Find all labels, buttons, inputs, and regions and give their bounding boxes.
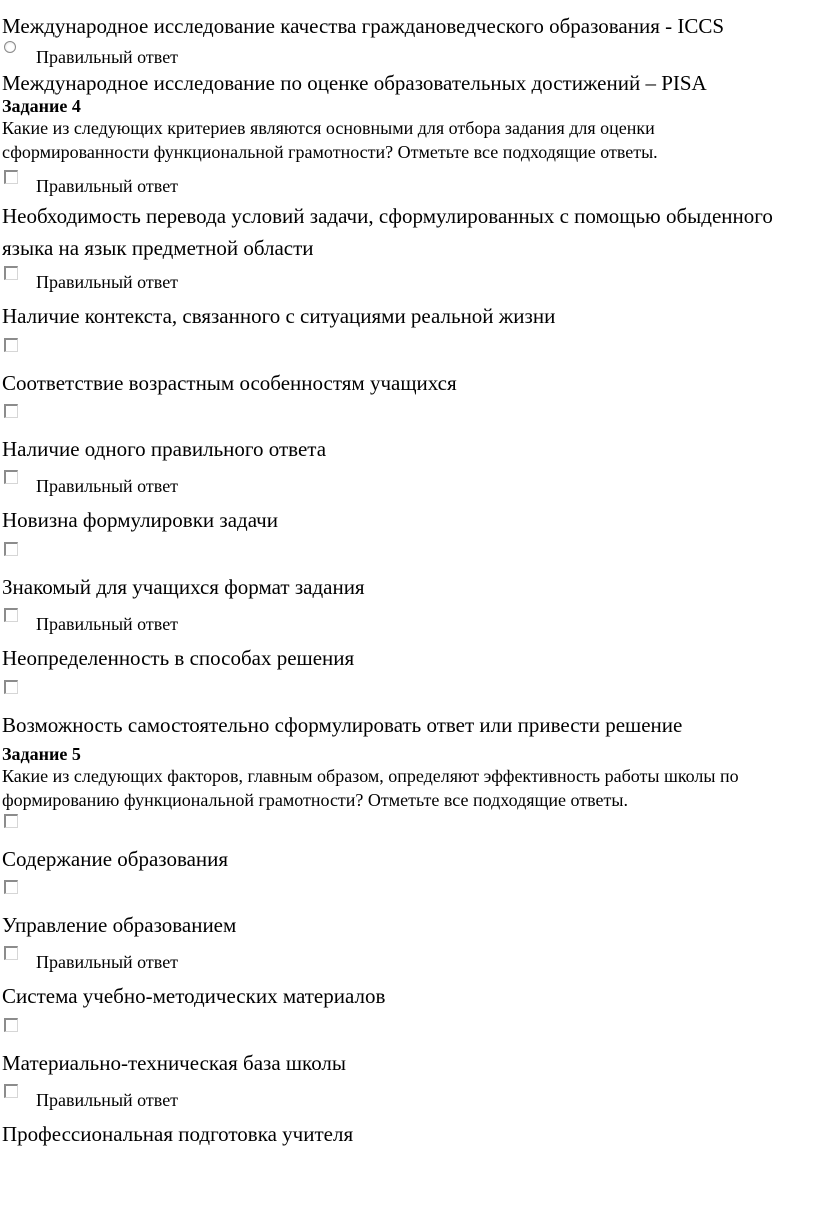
- answer-line: [2, 168, 816, 200]
- radio-button[interactable]: [4, 41, 16, 53]
- checkbox[interactable]: [4, 946, 18, 960]
- task-4-option-8: Возможность самостоятельно сформулировать ответ или привести решение: [2, 713, 683, 737]
- checkbox[interactable]: [4, 542, 18, 556]
- checkbox[interactable]: [4, 880, 18, 894]
- checkbox[interactable]: [4, 404, 18, 418]
- task-5-option-4: Материально-техническая база школы: [2, 1051, 347, 1075]
- checkbox[interactable]: [4, 1018, 18, 1032]
- checkbox[interactable]: [4, 470, 18, 484]
- task-4-option-7: Неопределенность в способах решения: [2, 646, 355, 670]
- answer-line: [2, 468, 816, 500]
- checkbox[interactable]: [4, 814, 18, 828]
- task-4-option-2: Наличие контекста, связанного с ситуациями реальной жизни: [2, 304, 556, 328]
- answer-line: [2, 944, 816, 976]
- option-iccs-label: Международное исследование качества граждановедческого образования - ICCS: [2, 14, 725, 38]
- correct-answer-label: Правильный ответ: [36, 272, 179, 292]
- correct-answer-label: Правильный ответ: [36, 176, 179, 196]
- correct-answer-label: Правильный ответ: [36, 1090, 179, 1110]
- checkbox[interactable]: [4, 1084, 18, 1098]
- task-5-option-5: Профессиональная подготовка учителя: [2, 1122, 354, 1146]
- answer-line: [2, 336, 816, 364]
- checkbox[interactable]: [4, 170, 18, 184]
- answer-line: [2, 678, 816, 706]
- answer-line: [2, 540, 816, 568]
- correct-answer-label: Правильный ответ: [36, 476, 179, 496]
- correct-answer-label: Правильный ответ: [36, 614, 179, 634]
- task-5-option-1: Содержание образования: [2, 847, 229, 871]
- answer-line: [2, 1082, 816, 1114]
- answer-line: [2, 878, 816, 906]
- checkbox[interactable]: [4, 680, 18, 694]
- task-4-option-6: Знакомый для учащихся формат задания: [2, 575, 365, 599]
- task-4-option-4: Наличие одного правильного ответа: [2, 437, 327, 461]
- task-5-option-3: Система учебно-методических материалов: [2, 984, 386, 1008]
- answer-line: [2, 402, 816, 430]
- answer-line: [2, 606, 816, 638]
- task-4-option-1: Необходимость перевода условий задачи, сформулированных с помощью обыденного языка на язык предметной области: [2, 204, 773, 260]
- correct-answer-label: Правильный ответ: [36, 952, 179, 972]
- checkbox[interactable]: [4, 266, 18, 280]
- task-4-option-5: Новизна формулировки задачи: [2, 508, 278, 532]
- task-5-question: Какие из следующих факторов, главным образом, определяют эффективность работы школы по формированию функциональной грамотности? Отметьте все подходящие ответы.: [2, 766, 739, 810]
- task-4-title: Задание 4: [2, 96, 81, 116]
- task-4-question: Какие из следующих критериев являются основными для отбора задания для оценки сформированности функциональной грамотности? Отметьте все подходящие ответы.: [2, 118, 658, 162]
- option-pisa-label: Международное исследование по оценке образовательных достижений – PISA: [2, 71, 707, 95]
- task-5-option-2: Управление образованием: [2, 913, 237, 937]
- answer-line: [2, 812, 816, 840]
- task-5-title: Задание 5: [2, 744, 81, 764]
- answer-line: [2, 264, 816, 296]
- answer-line: [2, 39, 816, 71]
- correct-answer-label: Правильный ответ: [36, 47, 179, 67]
- task-4-option-3: Соответствие возрастным особенностям учащихся: [2, 371, 457, 395]
- checkbox[interactable]: [4, 608, 18, 622]
- answer-line: [2, 1016, 816, 1044]
- checkbox[interactable]: [4, 338, 18, 352]
